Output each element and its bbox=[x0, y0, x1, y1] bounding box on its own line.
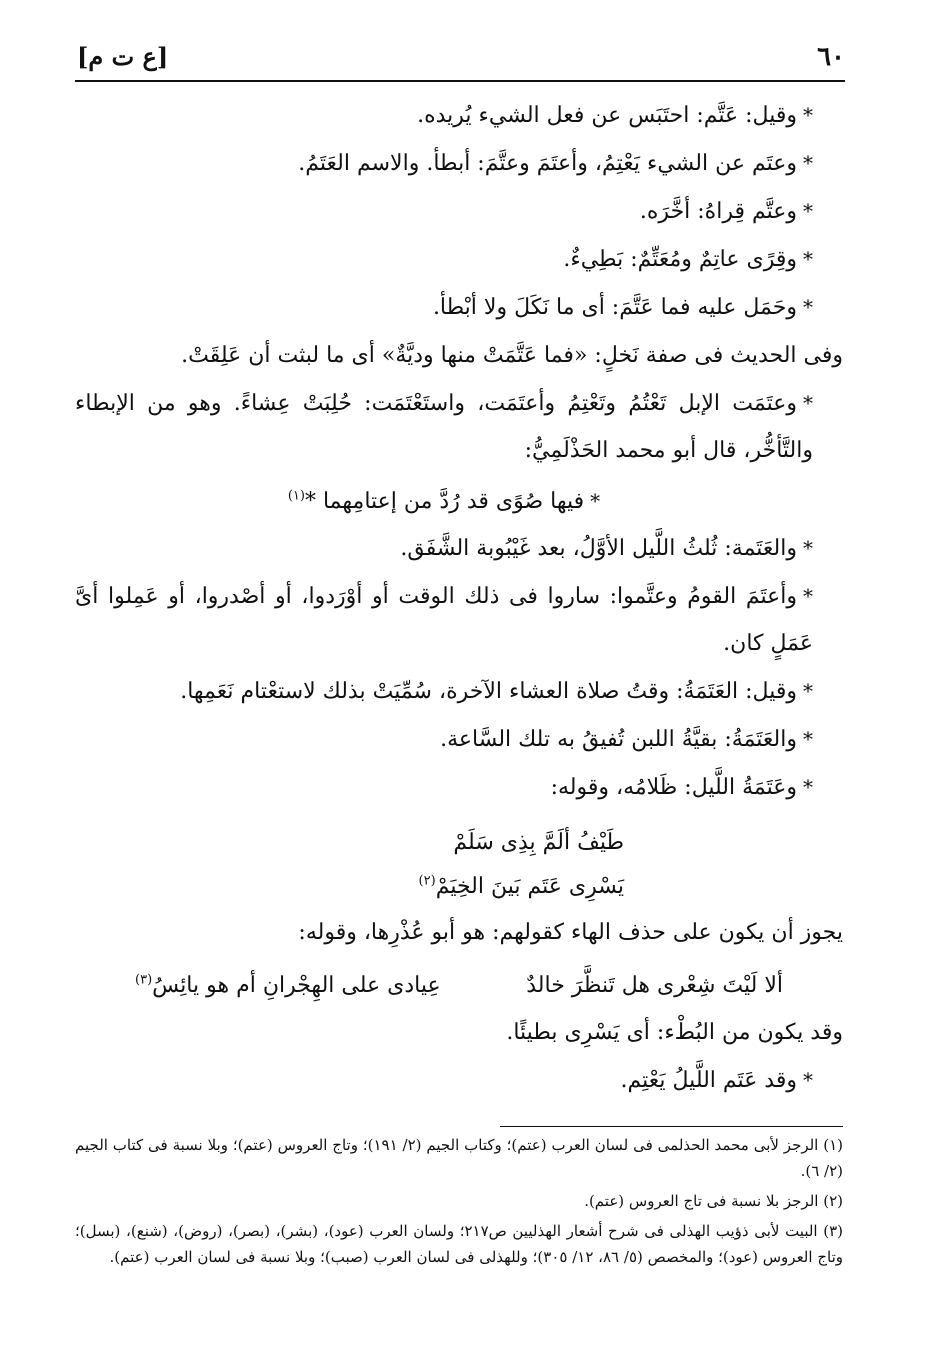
entry-star: * bbox=[803, 151, 813, 175]
entry bbox=[75, 573, 843, 667]
hemistich-second bbox=[135, 962, 441, 1009]
entry bbox=[75, 236, 843, 283]
entry-star: * bbox=[803, 199, 813, 223]
entry-star: * bbox=[803, 536, 813, 560]
footnote-ref: (٣) bbox=[135, 972, 153, 988]
entry bbox=[75, 668, 843, 715]
entry-text: وقد يكون من البُطْء: أى يَسْرِى بطيئًا. bbox=[506, 1020, 843, 1045]
entry-text: وفى الحديث فى صفة نَخلٍ: «فما عَتَّمَتْ منها وديَّةٌ» أى ما لبثت أن عَلِقَتْ. bbox=[181, 343, 843, 368]
entry-star: * bbox=[803, 1068, 813, 1092]
entry-star: * bbox=[803, 727, 813, 751]
entry-star: * bbox=[803, 391, 813, 415]
entry-text: وعتَمَت الإبل تَعْتُمُ وتَعْتِمُ وأعتَمَت، واستَعْتَمَت: حُلِبَتْ عِشاءً. وهو من الإبطاء والتَّأخُّر، قال أبو محمد الحَذْلَمِيُّ: bbox=[75, 391, 813, 463]
entry bbox=[75, 764, 843, 811]
entry-star: * bbox=[803, 247, 813, 271]
main-text bbox=[75, 92, 843, 1105]
entry bbox=[75, 284, 843, 331]
entry-text: وأعتَمَ القومُ وعتَّموا: ساروا فى ذلك الوقت أو أوْرَدوا، أو أصْدروا، أو عَمِلوا أىَّ عَمَلٍ كان. bbox=[75, 584, 813, 656]
entry-text: وعتَم عن الشيء يَعْتِمُ، وأعتَمَ وعتَّمَ: أبطأ. والاسم العَتَمُ. bbox=[298, 151, 797, 176]
page-header bbox=[75, 40, 845, 80]
entry-text: والعَتَمة: ثُلثُ اللَّيل الأوَّلُ، بعد غَيْبُوبة الشَّفَق. bbox=[400, 536, 797, 561]
entry-star: * bbox=[803, 103, 813, 127]
footnote: (١) الرجز لأبى محمد الحذلمى فى لسان العرب (عتم)؛ وكتاب الجيم (٢/ ١٩١)؛ وتاج العروس (عتم)؛ وبلا نسبة فى كتاب الجيم (٢/ ٦). bbox=[75, 1136, 844, 1180]
entry-star: * bbox=[803, 775, 813, 799]
root-label: [ع ت م] bbox=[77, 42, 169, 71]
poem-line-text: يَسْرِى عَتَم بَينَ الخِيَمْ bbox=[435, 874, 624, 899]
footnote-ref: (١) bbox=[287, 488, 305, 504]
entry bbox=[75, 716, 843, 763]
footnote: (٢) الرجز بلا نسبة فى تاج العروس (عتم). bbox=[584, 1192, 843, 1210]
footnote-ref: (٢) bbox=[418, 873, 436, 889]
poem-line: طَيْفُ ألَمَّ بِذِى سَلَمْ bbox=[453, 830, 624, 855]
entry-text: وقيل: العَتَمَةُ: وقتُ صلاة العشاء الآخرة، سُمِّيَتْ بذلك لاستعْتام نَعَمِها. bbox=[180, 679, 797, 704]
hemistich-text: عِيادى على الهِجْرانِ أم هو يائِسُ bbox=[152, 973, 441, 998]
rajaz-verse bbox=[75, 478, 843, 525]
entry-star: * bbox=[803, 584, 813, 608]
hemistich-first: ألا لَيْتَ شِعْرى هل تَنظَّرَ خالدٌ bbox=[526, 973, 783, 998]
header-divider bbox=[75, 80, 845, 82]
verse-text: فيها صُوًى قد رُدَّ من إعتامِهما * bbox=[304, 489, 585, 514]
entry bbox=[75, 92, 843, 139]
verse-line bbox=[75, 962, 843, 1009]
entry bbox=[75, 525, 843, 572]
entry-text: وقِرًى عاتِمٌ ومُعَتِّمٌ: بَطِيءٌ. bbox=[563, 247, 797, 272]
entry-text: وقيل: عَتَّم: احتَبَس عن فعل الشيء يُريده. bbox=[417, 103, 797, 128]
entry-text: يجوز أن يكون على حذف الهاء كقولهم: هو أبو عُذْرِها، وقوله: bbox=[298, 920, 843, 945]
hadith-paragraph bbox=[75, 332, 843, 379]
entry bbox=[75, 188, 843, 235]
entry bbox=[75, 1057, 843, 1104]
entry-text: وقد عَتَم اللَّيلُ يَعْتِم. bbox=[620, 1068, 797, 1093]
entry-text: والعَتَمَةُ: بقيَّةُ اللبن تُفيقُ به تلك السَّاعة. bbox=[440, 727, 797, 752]
commentary bbox=[75, 1009, 843, 1056]
footnote-divider bbox=[500, 1126, 843, 1127]
entry-text: وعَتَمَةُ اللَّيل: ظَلامُه، وقوله: bbox=[550, 775, 797, 800]
entry-star: * bbox=[590, 489, 601, 513]
entry-star: * bbox=[803, 679, 813, 703]
entry bbox=[75, 140, 843, 187]
footnotes bbox=[75, 1132, 843, 1274]
footnote: (٣) البيت لأبى ذؤيب الهذلى فى شرح أشعار الهذليين ص٢١٧؛ ولسان العرب (عود)، (بشر)، (بصر)، (روض)، (شنع)، (بسل)؛ وتاج العروس (عود)؛ والمخصص (٥/ ٨٦، ١٢/ ٣٠٥)؛ وللهذلى فى لسان العرب (صبب)؛ وبلا نسبة فى لسان العرب (عتم). bbox=[75, 1222, 843, 1266]
commentary bbox=[75, 909, 843, 956]
poem-line bbox=[294, 865, 624, 909]
entry-text: وعتَّم قِراهُ: أخَّرَه. bbox=[639, 199, 797, 224]
entry-text: وحَمَل عليه فما عَتَّمَ: أى ما نَكَلَ ولا أبْطأ. bbox=[432, 295, 797, 320]
entry-star: * bbox=[803, 295, 813, 319]
poem bbox=[294, 821, 624, 909]
entry bbox=[75, 380, 843, 474]
page-number: ٦٠ bbox=[817, 42, 845, 72]
